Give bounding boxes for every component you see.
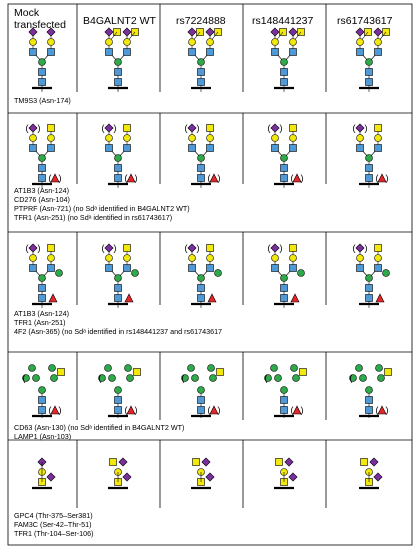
parenthesis: ) — [300, 173, 304, 183]
glcnac-square — [366, 79, 373, 86]
sialic-acid-diamond — [289, 473, 297, 481]
parenthesis: ( — [352, 243, 356, 253]
parenthesis: ) — [279, 123, 283, 133]
mannose-circle — [281, 59, 288, 66]
sialic-acid-diamond — [123, 473, 131, 481]
glcnac-square — [115, 295, 122, 302]
glcnac-square — [39, 295, 46, 302]
galactose-circle — [124, 39, 131, 46]
panel-2-gene-3: PTPRF (Asn-721) (no Sdᵃ identified in B4GALNT2 WT) — [14, 204, 190, 213]
glcnac-square — [124, 265, 131, 272]
mannose-circle — [293, 375, 300, 382]
parenthesis: ( — [124, 173, 128, 183]
fucose-triangle — [376, 294, 384, 302]
panel-5-gene-1: GPC4 (Thr-375–Ser381) — [14, 511, 93, 520]
galnac-square — [58, 369, 65, 376]
mannose-circle — [281, 275, 288, 282]
fucose-triangle — [125, 294, 133, 302]
mannose-circle — [210, 375, 217, 382]
galnac-square — [207, 245, 214, 252]
galactose-circle — [357, 255, 364, 262]
parenthesis: ) — [385, 173, 389, 183]
galactose-circle — [272, 135, 279, 142]
galactose-circle — [106, 255, 113, 262]
sialic-acid-diamond — [285, 458, 293, 466]
glcnac-square — [366, 175, 373, 182]
mannose-circle — [378, 375, 385, 382]
glcnac-square — [281, 285, 288, 292]
panel-4-gene-1: CD63 (Asn-130) (no Sdᵃ identified in B4GALNT2 WT) — [14, 423, 185, 432]
galactose-circle — [207, 135, 214, 142]
galactose-circle — [375, 39, 382, 46]
galnac-square — [385, 369, 392, 376]
glcnac-square — [115, 79, 122, 86]
header-rs7224888: rs7224888 — [176, 15, 226, 27]
panel-5-gene-2: FAM3C (Ser-42–Thr-51) — [14, 520, 92, 529]
glcnac-square — [366, 69, 373, 76]
parenthesis: ) — [279, 243, 283, 253]
mannose-circle — [198, 275, 205, 282]
parenthesis: ( — [352, 123, 356, 133]
mannose-circle — [275, 375, 282, 382]
parenthesis: ( — [22, 373, 26, 383]
parenthesis: ( — [267, 123, 271, 133]
galactose-circle — [357, 135, 364, 142]
galactose-circle — [290, 255, 297, 262]
parenthesis: ( — [124, 405, 128, 415]
parenthesis: ( — [25, 123, 29, 133]
glcnac-square — [198, 397, 205, 404]
glcnac-square — [375, 265, 382, 272]
glcnac-square — [115, 165, 122, 172]
parenthesis: ( — [101, 243, 105, 253]
galactose-circle — [189, 255, 196, 262]
panel-2-gene-1: AT1B3 (Asn-124) — [14, 186, 69, 195]
mannose-circle — [376, 365, 383, 372]
parenthesis: ( — [290, 405, 294, 415]
parenthesis: ( — [181, 373, 185, 383]
galnac-square — [290, 125, 297, 132]
sialic-acid-diamond — [188, 28, 196, 36]
sialic-acid-diamond — [289, 28, 297, 36]
glcnac-square — [281, 397, 288, 404]
galactose-circle — [207, 255, 214, 262]
galnac-square — [217, 369, 224, 376]
sialic-acid-diamond — [356, 28, 364, 36]
parenthesis: ) — [113, 243, 117, 253]
glcnac-square — [48, 145, 55, 152]
glcnac-square — [366, 295, 373, 302]
mannose-circle — [109, 375, 116, 382]
mannose-circle — [29, 365, 36, 372]
glcnac-square — [366, 397, 373, 404]
galactose-circle — [189, 135, 196, 142]
glcnac-square — [198, 285, 205, 292]
parenthesis: ( — [375, 173, 379, 183]
parenthesis: ( — [349, 373, 353, 383]
galnac-square — [48, 125, 55, 132]
glcnac-square — [189, 49, 196, 56]
galactose-circle — [290, 135, 297, 142]
mannose-circle — [115, 155, 122, 162]
glcnac-square — [366, 285, 373, 292]
glcnac-square — [124, 49, 131, 56]
parenthesis: ( — [48, 173, 52, 183]
mannose-circle — [360, 375, 367, 382]
mannose-circle — [366, 387, 373, 394]
mannose-circle — [33, 375, 40, 382]
parenthesis: ) — [134, 173, 138, 183]
mannose-circle — [56, 270, 63, 277]
galnac-square — [193, 459, 200, 466]
glcnac-square — [198, 175, 205, 182]
glcnac-square — [30, 145, 37, 152]
galnac-square — [290, 245, 297, 252]
mannose-circle — [39, 155, 46, 162]
glcnac-square — [207, 145, 214, 152]
mannose-circle — [192, 375, 199, 382]
parenthesis: ) — [58, 173, 62, 183]
panel-1-gene-1: TM9S3 (Asn-174) — [14, 96, 71, 105]
table-grid — [8, 4, 412, 545]
glcnac-square — [124, 145, 131, 152]
glcnac-square — [106, 49, 113, 56]
parenthesis: ( — [98, 373, 102, 383]
mannose-circle — [127, 375, 134, 382]
galactose-circle — [290, 39, 297, 46]
galnac-square — [110, 459, 117, 466]
glcnac-square — [115, 407, 122, 414]
glcnac-square — [290, 49, 297, 56]
galnac-square — [375, 245, 382, 252]
panel-5-gene-3: TFR1 (Thr-104–Ser-106) — [14, 529, 94, 538]
parenthesis: ( — [25, 243, 29, 253]
parenthesis: ) — [217, 173, 221, 183]
panel-2-gene-4: TFR1 (Asn-251) (no Sdᵃ identified in rs61743617) — [14, 213, 173, 222]
parenthesis: ) — [300, 405, 304, 415]
sialic-acid-diamond — [105, 28, 113, 36]
mannose-circle — [271, 365, 278, 372]
sialic-acid-diamond — [374, 28, 382, 36]
galactose-circle — [375, 135, 382, 142]
galnac-square — [48, 245, 55, 252]
galnac-square — [375, 125, 382, 132]
galactose-circle — [30, 135, 37, 142]
fucose-triangle — [208, 294, 216, 302]
galnac-square — [276, 459, 283, 466]
glcnac-square — [39, 175, 46, 182]
glcnac-square — [106, 145, 113, 152]
glcnac-square — [48, 265, 55, 272]
glcnac-square — [357, 145, 364, 152]
parenthesis: ) — [134, 405, 138, 415]
mannose-circle — [383, 270, 390, 277]
sialic-acid-diamond — [119, 458, 127, 466]
parenthesis: ( — [184, 123, 188, 133]
header-mock-transfected: Mock transfected — [14, 7, 66, 31]
mannose-circle — [115, 275, 122, 282]
glcnac-square — [357, 265, 364, 272]
glcnac-square — [39, 407, 46, 414]
mannose-circle — [356, 365, 363, 372]
fucose-triangle — [49, 294, 57, 302]
parenthesis: ) — [196, 243, 200, 253]
parenthesis: ( — [48, 405, 52, 415]
galactose-circle — [357, 39, 364, 46]
mannose-circle — [291, 365, 298, 372]
galactose-circle — [48, 255, 55, 262]
panel-3-gene-1: AT1B3 (Asn-124) — [14, 309, 69, 318]
parenthesis: ) — [58, 405, 62, 415]
glcnac-square — [281, 407, 288, 414]
sialic-acid-diamond — [105, 124, 113, 132]
mannose-circle — [208, 365, 215, 372]
galactose-circle — [124, 135, 131, 142]
parenthesis: ( — [267, 243, 271, 253]
header-rs148441237: rs148441237 — [252, 15, 314, 27]
galactose-circle — [272, 39, 279, 46]
sialic-acid-diamond — [356, 244, 364, 252]
sialic-acid-diamond — [271, 28, 279, 36]
glcnac-square — [272, 49, 279, 56]
glcnac-square — [366, 407, 373, 414]
sialic-acid-diamond — [29, 124, 37, 132]
glycan-structures — [23, 28, 392, 488]
galnac-square — [300, 369, 307, 376]
glcnac-square — [281, 69, 288, 76]
glcnac-square — [272, 265, 279, 272]
galactose-circle — [272, 255, 279, 262]
sialic-acid-diamond — [47, 473, 55, 481]
panel-3-gene-3: 4F2 (Asn-365) (no Sdᵃ identified in rs148441237 and rs61743617 — [14, 327, 223, 336]
galactose-circle — [207, 39, 214, 46]
mannose-circle — [39, 387, 46, 394]
sialic-acid-diamond — [188, 244, 196, 252]
parenthesis: ( — [375, 405, 379, 415]
glcnac-square — [115, 285, 122, 292]
glcnac-square — [39, 79, 46, 86]
galactose-circle — [48, 135, 55, 142]
parenthesis: ( — [207, 173, 211, 183]
galactose-circle — [106, 135, 113, 142]
galnac-square — [124, 245, 131, 252]
mannose-circle — [366, 275, 373, 282]
parenthesis: ( — [207, 405, 211, 415]
parenthesis: ) — [37, 243, 41, 253]
glcnac-square — [198, 407, 205, 414]
glcnac-square — [39, 285, 46, 292]
galactose-circle — [124, 255, 131, 262]
galnac-square — [134, 369, 141, 376]
header-rs61743617: rs61743617 — [337, 15, 393, 27]
glcnac-square — [375, 49, 382, 56]
mannose-circle — [366, 155, 373, 162]
parenthesis: ) — [364, 123, 368, 133]
mannose-circle — [198, 387, 205, 394]
parenthesis: ) — [37, 123, 41, 133]
sialic-acid-diamond — [374, 473, 382, 481]
glcnac-square — [39, 165, 46, 172]
mannose-circle — [105, 365, 112, 372]
mannose-circle — [49, 365, 56, 372]
parenthesis: ( — [264, 373, 268, 383]
glcnac-square — [198, 165, 205, 172]
glcnac-square — [115, 175, 122, 182]
header-b4galnt2-wt: B4GALNT2 WT — [83, 15, 156, 27]
fucose-triangle — [291, 294, 299, 302]
mannose-circle — [198, 59, 205, 66]
galnac-square — [207, 125, 214, 132]
parenthesis: ) — [364, 243, 368, 253]
glcnac-square — [281, 165, 288, 172]
glcnac-square — [281, 175, 288, 182]
mannose-circle — [39, 275, 46, 282]
glcnac-square — [357, 49, 364, 56]
sialic-acid-diamond — [29, 244, 37, 252]
sialic-acid-diamond — [202, 458, 210, 466]
glcnac-square — [290, 265, 297, 272]
glcnac-square — [115, 397, 122, 404]
mannose-circle — [39, 59, 46, 66]
glcnac-square — [198, 79, 205, 86]
glcnac-square — [198, 69, 205, 76]
galactose-circle — [30, 39, 37, 46]
glcnac-square — [30, 265, 37, 272]
parenthesis: ( — [184, 243, 188, 253]
mannose-circle — [132, 270, 139, 277]
parenthesis: ) — [113, 123, 117, 133]
mannose-circle — [298, 270, 305, 277]
mannose-circle — [366, 59, 373, 66]
galactose-circle — [106, 39, 113, 46]
mannose-circle — [188, 365, 195, 372]
sialic-acid-diamond — [206, 28, 214, 36]
galactose-circle — [30, 255, 37, 262]
glcnac-square — [39, 397, 46, 404]
glcnac-square — [207, 265, 214, 272]
panel-4-gene-2: LAMP1 (Asn-103) — [14, 432, 72, 441]
mannose-circle — [115, 59, 122, 66]
glcnac-square — [198, 295, 205, 302]
galactose-circle — [48, 39, 55, 46]
parenthesis: ) — [196, 123, 200, 133]
parenthesis: ) — [217, 405, 221, 415]
glcnac-square — [39, 69, 46, 76]
mannose-circle — [198, 155, 205, 162]
parenthesis: ) — [385, 405, 389, 415]
sialic-acid-diamond — [271, 124, 279, 132]
sialic-acid-diamond — [271, 244, 279, 252]
glcnac-square — [207, 49, 214, 56]
galactose-circle — [375, 255, 382, 262]
glcnac-square — [375, 145, 382, 152]
galactose-circle — [189, 39, 196, 46]
glcnac-square — [106, 265, 113, 272]
parenthesis: ( — [290, 173, 294, 183]
parenthesis: ( — [101, 123, 105, 133]
sialic-acid-diamond — [123, 28, 131, 36]
glcnac-square — [281, 79, 288, 86]
glcnac-square — [189, 145, 196, 152]
mannose-circle — [281, 155, 288, 162]
galnac-square — [361, 459, 368, 466]
glcnac-square — [272, 145, 279, 152]
sialic-acid-diamond — [356, 124, 364, 132]
glcnac-square — [115, 69, 122, 76]
panel-2-gene-2: CD276 (Asn-104) — [14, 195, 70, 204]
glcnac-square — [48, 49, 55, 56]
glcnac-square — [281, 295, 288, 302]
galnac-square — [124, 125, 131, 132]
glcnac-square — [366, 165, 373, 172]
mannose-circle — [215, 270, 222, 277]
glcnac-square — [30, 49, 37, 56]
sialic-acid-diamond — [188, 124, 196, 132]
sialic-acid-diamond — [370, 458, 378, 466]
mannose-circle — [125, 365, 132, 372]
glcnac-square — [290, 145, 297, 152]
glcnac-square — [189, 265, 196, 272]
mannose-circle — [115, 387, 122, 394]
panel-3-gene-2: TFR1 (Asn-251) — [14, 318, 66, 327]
mannose-circle — [281, 387, 288, 394]
sialic-acid-diamond — [206, 473, 214, 481]
mannose-circle — [51, 375, 58, 382]
sialic-acid-diamond — [105, 244, 113, 252]
